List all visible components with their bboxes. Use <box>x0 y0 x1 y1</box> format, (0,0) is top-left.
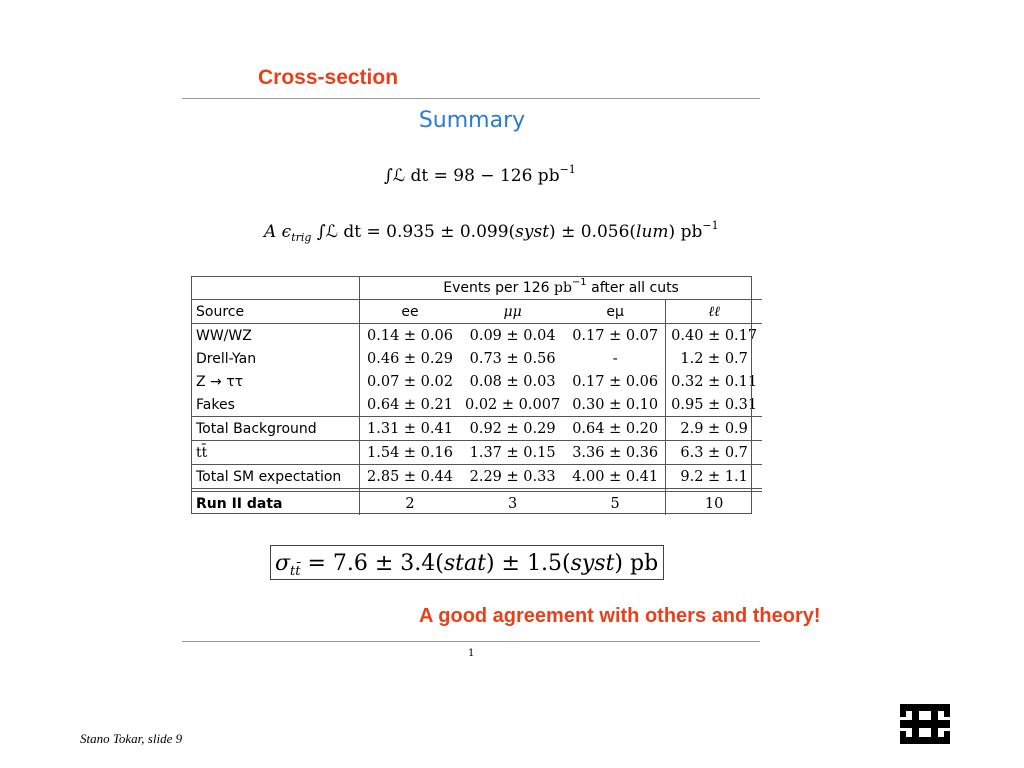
col-mumu: μμ <box>460 300 565 324</box>
conclusion-text: A good agreement with others and theory! <box>419 605 821 627</box>
fermilab-logo-icon <box>898 700 952 748</box>
acceptance-equation: A $\epsilon_{trig}$ ∫ℒ dt = 0.935 ± 0.099(syst) ± 0.056(lum) $pb^{-1}$ <box>264 219 719 244</box>
table-row: Fakes 0.64 ± 0.21 0.02 ± 0.007 0.30 ± 0.10 0.95 ± 0.31 <box>191 393 762 417</box>
bottom-divider <box>182 641 760 642</box>
table-row: WW/WZ 0.14 ± 0.06 0.09 ± 0.04 0.17 ± 0.07 0.40 ± 0.17 <box>191 324 762 348</box>
top-divider <box>182 98 760 99</box>
summary-heading: Summary <box>418 108 526 133</box>
events-header: Events per 126 $pb^{-1}$ after all cuts <box>360 276 763 300</box>
slide-footer: Stano Tokar, slide 9 <box>80 731 183 746</box>
table-corner <box>191 276 360 300</box>
slide-title: Cross-section <box>258 66 399 89</box>
table-row: Z → ττ 0.07 ± 0.02 0.08 ± 0.03 0.17 ± 0.06 0.32 ± 0.11 <box>191 370 762 393</box>
source-header: Source <box>191 300 360 324</box>
table-row: Drell-Yan 0.46 ± 0.29 0.73 ± 0.56 - 1.2 ± 0.7 <box>191 347 762 370</box>
col-emu: eμ <box>565 300 666 324</box>
col-ll: ℓℓ <box>666 300 762 324</box>
page-number: 1 <box>468 648 475 659</box>
cross-section-result-box: $\sigma_{tt̄} = 7.6$ ± 3.4(stat) ± 1.5(syst) pb <box>270 545 664 580</box>
table-row: Run II data 2 3 5 10 <box>191 492 762 516</box>
luminosity-equation: ∫ℒ dt = 98 − 126 $pb^{-1}$ <box>384 163 576 186</box>
col-ee: ee <box>360 300 461 324</box>
table-row: Total Background 1.31 ± 0.41 0.92 ± 0.29 0.64 ± 0.20 2.9 ± 0.9 <box>191 417 762 441</box>
events-table <box>191 276 762 515</box>
table-row: Total SM expectation 2.85 ± 0.44 2.29 ± 0.33 4.00 ± 0.41 9.2 ± 1.1 <box>191 465 762 489</box>
table-row: tt̄ 1.54 ± 0.16 1.37 ± 0.15 3.36 ± 0.36 6.3 ± 0.7 <box>191 441 762 465</box>
